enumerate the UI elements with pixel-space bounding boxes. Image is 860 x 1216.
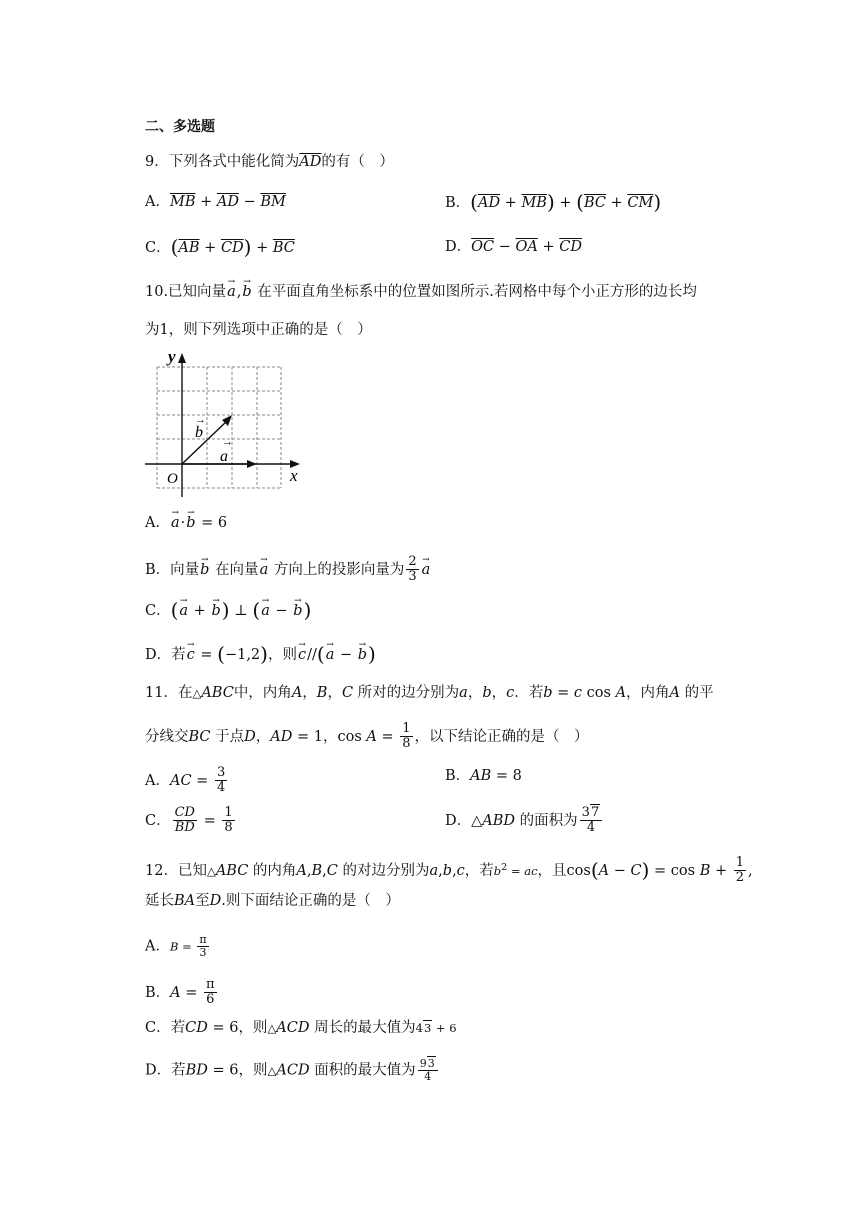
q10-option-b[interactable]: B．向量→ b 在向量→ a 方向上的投影向量为 $\frac{2}{3}$ → a [145,555,431,585]
q11-option-b[interactable]: B．AB = 8 [445,768,522,784]
q10-grid-figure [140,345,310,500]
vector-a-label-arrow: → [222,436,233,448]
q9-option-c[interactable]: C．$(\overline{AB} + \overline{CD}) + \overline{BC}$ [145,235,295,259]
q10-option-d[interactable]: D．若→ c = (−1,2)，则→ c//(→ a − → b) [145,644,376,664]
q12-option-b[interactable]: B．A = $\frac{\pi}{6}$ [145,977,215,1008]
vector-b-label: b [195,424,203,441]
q11-option-d[interactable]: D．△ABD 的面积为 $\frac{37}{4}$ [445,806,604,836]
q9-option-d[interactable]: D．$\overline{OC} - \overline{OA} + \overline{CD}$ [445,239,582,255]
q10-option-c[interactable]: C．(→ a + → b) ⊥ (→ a − → b) [145,600,311,620]
q10-stem-line1: 10.已知向量→ a,→ b 在平面直角坐标系中的位置如图所示.若网格中每个小正方形的边长均 [145,285,697,300]
vector-b-label-arrow: → [195,414,206,426]
q12-stem-line1: 12．已知△ABC 的内角A,B,C 的对边分别为a,b,c，若$b^2$ = ac，且cos(A − C) = cos B + $\frac{1}{2}$ , [145,855,753,886]
q12-option-a[interactable]: A．B = $\frac{\pi}{3}$ [145,933,207,960]
q11-option-c[interactable]: C． $\frac{CD}{BD}$ = $\frac{1}{8}$ [145,805,233,836]
q9-option-b[interactable]: B．$(\overline{AD} + \overline{MB}) + (\overline{BC} + \overline{CM})$ [445,190,662,214]
y-axis-label: y [168,347,176,366]
q11-stem-line2: 分线交BC 于点D，AD = 1，cos A = $\frac{1}{8}$ ，以下结论正确的是（ ） [145,721,589,752]
grid-lines [157,367,281,488]
vector-a-label: a [220,448,228,465]
q12-option-c[interactable]: C．若CD = 6，则△ACD 周长的最大值为43 + 6 [145,1020,457,1036]
q11-option-a[interactable]: A．AC = $\frac{3}{4}$ [145,765,226,796]
vector-a-head [247,460,257,468]
q9-option-a[interactable]: A．$\overline{MB} + \overline{AD} - \overline{BM}$ [145,194,286,210]
section-title: 二、多选题 [145,119,215,135]
x-axis-label: x [290,466,298,485]
q10-option-a[interactable]: A．→ a·→ b = 6 [145,516,227,531]
q12-stem-line2: 延长BA至D.则下面结论正确的是（ ） [145,893,400,909]
q10-stem-line2: 为1，则下列选项中正确的是（ ） [145,322,372,338]
y-axis-arrow [178,353,186,363]
q12-option-d[interactable]: D．若BD = 6，则△ACD 面积的最大值为 $\frac{93}{4}$ [145,1058,440,1083]
q9-stem: 9．下列各式中能化简为$\overline{AD}$的有（ ） [145,154,394,170]
origin-label: O [167,471,178,487]
q11-stem-line1: 11．在△ABC中，内角A，B，C 所对的边分别为a，b，c．若b = c cos A，内角A 的平 [145,685,714,701]
